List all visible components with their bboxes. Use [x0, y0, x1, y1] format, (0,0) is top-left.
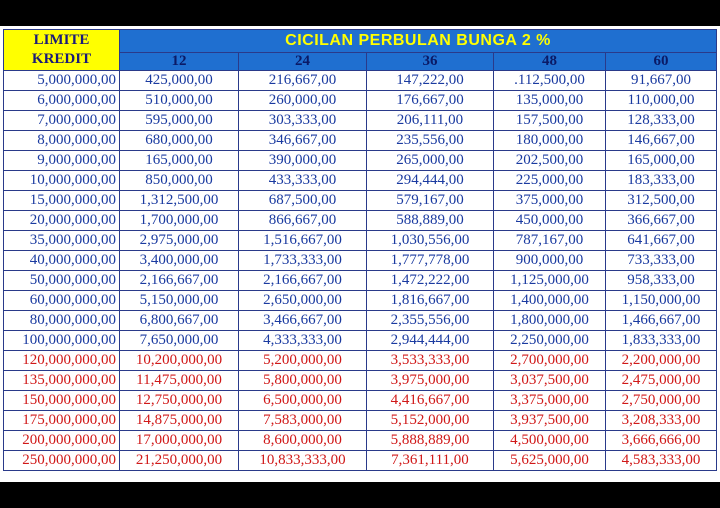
- limit-cell: 8,000,000,00: [4, 131, 120, 151]
- installment-cell-24: 3,466,667,00: [239, 311, 367, 331]
- installment-cell-24: 346,667,00: [239, 131, 367, 151]
- table-body: [4, 71, 717, 471]
- installment-cell-60: 4,583,333,00: [606, 451, 717, 471]
- limit-cell: 9,000,000,00: [4, 151, 120, 171]
- installment-cell-12: 680,000,00: [120, 131, 239, 151]
- term-header-24: 24: [239, 53, 367, 71]
- limit-cell: 150,000,000,00: [4, 391, 120, 411]
- installment-cell-24: 216,667,00: [239, 71, 367, 91]
- installment-cell-48: 135,000,00: [494, 91, 606, 111]
- installment-cell-12: 165,000,00: [120, 151, 239, 171]
- limit-cell: 100,000,000,00: [4, 331, 120, 351]
- installment-cell-48: 450,000,00: [494, 211, 606, 231]
- term-header-60: 60: [606, 53, 717, 71]
- installment-cell-36: 265,000,00: [367, 151, 494, 171]
- installment-cell-24: 4,333,333,00: [239, 331, 367, 351]
- installment-cell-24: 1,516,667,00: [239, 231, 367, 251]
- installment-cell-12: 6,800,667,00: [120, 311, 239, 331]
- installment-cell-36: 588,889,00: [367, 211, 494, 231]
- table-row: [4, 291, 717, 311]
- table-row: [4, 331, 717, 351]
- term-header-36: 36: [367, 53, 494, 71]
- installment-cell-36: 7,361,111,00: [367, 451, 494, 471]
- limit-label-line1: LIMITE: [33, 32, 90, 48]
- installment-cell-24: 2,166,667,00: [239, 271, 367, 291]
- installment-cell-60: 958,333,00: [606, 271, 717, 291]
- installment-cell-60: 2,200,000,00: [606, 351, 717, 371]
- installment-cell-12: 425,000,00: [120, 71, 239, 91]
- table-row: [4, 251, 717, 271]
- limit-cell: 7,000,000,00: [4, 111, 120, 131]
- table-row: [4, 451, 717, 471]
- installment-cell-48: 1,125,000,00: [494, 271, 606, 291]
- installment-cell-24: 5,800,000,00: [239, 371, 367, 391]
- installment-cell-12: 595,000,00: [120, 111, 239, 131]
- table-title: CICILAN PERBULAN BUNGA 2 %: [120, 30, 717, 53]
- installment-cell-36: 176,667,00: [367, 91, 494, 111]
- limit-cell: 10,000,000,00: [4, 171, 120, 191]
- installment-cell-24: 866,667,00: [239, 211, 367, 231]
- installment-cell-36: 2,944,444,00: [367, 331, 494, 351]
- installment-cell-36: 2,355,556,00: [367, 311, 494, 331]
- installment-cell-36: 4,416,667,00: [367, 391, 494, 411]
- installment-cell-48: 202,500,00: [494, 151, 606, 171]
- table-row: [4, 191, 717, 211]
- installment-cell-36: 3,975,000,00: [367, 371, 494, 391]
- installment-cell-24: 6,500,000,00: [239, 391, 367, 411]
- limit-cell: 120,000,000,00: [4, 351, 120, 371]
- limit-cell: 135,000,000,00: [4, 371, 120, 391]
- limit-kredit-header: [4, 30, 120, 71]
- installment-cell-36: 235,556,00: [367, 131, 494, 151]
- installment-cell-60: 165,000,00: [606, 151, 717, 171]
- installment-cell-36: 5,888,889,00: [367, 431, 494, 451]
- installment-cell-24: 1,733,333,00: [239, 251, 367, 271]
- installment-cell-36: 206,111,00: [367, 111, 494, 131]
- installment-cell-12: 10,200,000,00: [120, 351, 239, 371]
- installment-cell-60: 1,150,000,00: [606, 291, 717, 311]
- limit-cell: 250,000,000,00: [4, 451, 120, 471]
- installment-cell-12: 1,312,500,00: [120, 191, 239, 211]
- installment-cell-48: 3,937,500,00: [494, 411, 606, 431]
- installment-cell-36: 5,152,000,00: [367, 411, 494, 431]
- installment-cell-60: 128,333,00: [606, 111, 717, 131]
- installment-cell-24: 10,833,333,00: [239, 451, 367, 471]
- installment-cell-48: 157,500,00: [494, 111, 606, 131]
- installment-cell-12: 3,400,000,00: [120, 251, 239, 271]
- installment-cell-60: 1,466,667,00: [606, 311, 717, 331]
- limit-cell: 15,000,000,00: [4, 191, 120, 211]
- installment-cell-60: 733,333,00: [606, 251, 717, 271]
- table-row: [4, 211, 717, 231]
- table-row: [4, 231, 717, 251]
- installment-cell-12: 2,975,000,00: [120, 231, 239, 251]
- table-row: [4, 171, 717, 191]
- installment-cell-36: 579,167,00: [367, 191, 494, 211]
- installment-cell-12: 1,700,000,00: [120, 211, 239, 231]
- installment-cell-48: 1,400,000,00: [494, 291, 606, 311]
- table-row: [4, 371, 717, 391]
- limit-cell: 200,000,000,00: [4, 431, 120, 451]
- limit-cell: 60,000,000,00: [4, 291, 120, 311]
- installment-cell-48: 4,500,000,00: [494, 431, 606, 451]
- installment-cell-60: 183,333,00: [606, 171, 717, 191]
- installment-cell-60: 91,667,00: [606, 71, 717, 91]
- table-row: [4, 271, 717, 291]
- installment-cell-12: 12,750,000,00: [120, 391, 239, 411]
- table-row: [4, 111, 717, 131]
- installment-cell-36: 147,222,00: [367, 71, 494, 91]
- limit-cell: 40,000,000,00: [4, 251, 120, 271]
- installment-cell-24: 433,333,00: [239, 171, 367, 191]
- table-row: [4, 411, 717, 431]
- installment-cell-24: 687,500,00: [239, 191, 367, 211]
- installment-cell-48: 3,037,500,00: [494, 371, 606, 391]
- installment-cell-48: 1,800,000,00: [494, 311, 606, 331]
- table-row: [4, 431, 717, 451]
- limit-cell: 6,000,000,00: [4, 91, 120, 111]
- installment-cell-24: 303,333,00: [239, 111, 367, 131]
- term-header-12: 12: [120, 53, 239, 71]
- installment-cell-12: 510,000,00: [120, 91, 239, 111]
- installment-cell-24: 8,600,000,00: [239, 431, 367, 451]
- installment-cell-12: 850,000,00: [120, 171, 239, 191]
- installment-cell-60: 3,666,666,00: [606, 431, 717, 451]
- installment-cell-36: 1,472,222,00: [367, 271, 494, 291]
- installment-cell-12: 5,150,000,00: [120, 291, 239, 311]
- installment-cell-12: 7,650,000,00: [120, 331, 239, 351]
- table-row: [4, 151, 717, 171]
- limit-cell: 35,000,000,00: [4, 231, 120, 251]
- installment-cell-48: 2,700,000,00: [494, 351, 606, 371]
- installment-cell-12: 2,166,667,00: [120, 271, 239, 291]
- installment-cell-36: 1,777,778,00: [367, 251, 494, 271]
- installment-cell-48: 2,250,000,00: [494, 331, 606, 351]
- installment-cell-60: 366,667,00: [606, 211, 717, 231]
- installment-cell-60: 312,500,00: [606, 191, 717, 211]
- table-row: [4, 391, 717, 411]
- installment-cell-12: 17,000,000,00: [120, 431, 239, 451]
- installment-cell-48: 5,625,000,00: [494, 451, 606, 471]
- installment-cell-48: 3,375,000,00: [494, 391, 606, 411]
- limit-cell: 50,000,000,00: [4, 271, 120, 291]
- installment-cell-48: 375,000,00: [494, 191, 606, 211]
- installment-cell-60: 1,833,333,00: [606, 331, 717, 351]
- installment-cell-24: 390,000,00: [239, 151, 367, 171]
- installment-cell-12: 14,875,000,00: [120, 411, 239, 431]
- table-row: [4, 71, 717, 91]
- installment-cell-36: 294,444,00: [367, 171, 494, 191]
- installment-table: [3, 29, 717, 471]
- limit-cell: 5,000,000,00: [4, 71, 120, 91]
- limit-cell: 80,000,000,00: [4, 311, 120, 331]
- installment-cell-24: 5,200,000,00: [239, 351, 367, 371]
- table-row: [4, 311, 717, 331]
- table-row: [4, 351, 717, 371]
- installment-cell-48: 900,000,00: [494, 251, 606, 271]
- installment-cell-48: 180,000,00: [494, 131, 606, 151]
- installment-cell-24: 7,583,000,00: [239, 411, 367, 431]
- term-header-48: 48: [494, 53, 606, 71]
- installment-table-sheet: [0, 26, 720, 482]
- installment-cell-60: 3,208,333,00: [606, 411, 717, 431]
- installment-cell-36: 1,816,667,00: [367, 291, 494, 311]
- table-row: [4, 91, 717, 111]
- installment-cell-36: 3,533,333,00: [367, 351, 494, 371]
- installment-cell-36: 1,030,556,00: [367, 231, 494, 251]
- installment-cell-48: 787,167,00: [494, 231, 606, 251]
- installment-cell-60: 110,000,00: [606, 91, 717, 111]
- installment-cell-60: 2,475,000,00: [606, 371, 717, 391]
- installment-cell-60: 2,750,000,00: [606, 391, 717, 411]
- limit-label-line2: KREDIT: [31, 51, 92, 67]
- installment-cell-24: 2,650,000,00: [239, 291, 367, 311]
- limit-cell: 175,000,000,00: [4, 411, 120, 431]
- limit-cell: 20,000,000,00: [4, 211, 120, 231]
- installment-cell-24: 260,000,00: [239, 91, 367, 111]
- installment-cell-12: 21,250,000,00: [120, 451, 239, 471]
- installment-cell-60: 641,667,00: [606, 231, 717, 251]
- installment-cell-60: 146,667,00: [606, 131, 717, 151]
- installment-cell-12: 11,475,000,00: [120, 371, 239, 391]
- installment-cell-48: 225,000,00: [494, 171, 606, 191]
- installment-cell-48: .112,500,00: [494, 71, 606, 91]
- table-row: [4, 131, 717, 151]
